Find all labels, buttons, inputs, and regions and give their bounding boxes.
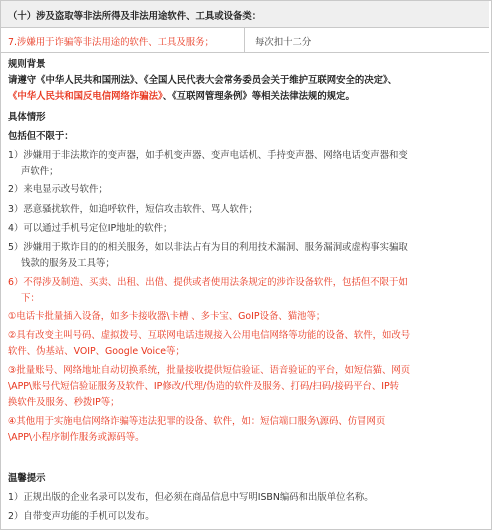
detail-item-1b: 声软件； [21,166,59,177]
rule-name-cell [1,28,245,52]
sub-item-2b: 软件、伪基站、VOIP、Google Voice等； [8,346,185,357]
sub-item-3a: ③批量账号、网络地址自动切换系统，批量接收提供短信验证、语音验证的平台，如短信猫、网页 [8,365,411,376]
tip-2: 2）自带变声功能的手机可以发布。 [8,511,155,522]
background-heading: 规则背景 [8,59,46,70]
detail-item-3: 3）恶意骚扰软件，如追呼软件，短信攻击软件、骂人软件； [8,204,258,215]
sub-item-4b: \APP\小程序制作服务或源码等。 [8,432,145,443]
detail-item-1a: 1）涉嫌用于非法欺诈的变声器，如手机变声器、变声电话机、手持变声器、网络电话变声器和变 [8,150,408,161]
detail-item-2: 2）来电显示改号软件； [8,184,108,195]
sub-item-4a: ④其他用于实施电信网络诈骗等违法犯罪的设备、软件，如：短信端口服务\源码、仿冒网页 [8,416,386,427]
detail-item-6a: 6）不得涉及制造、买卖、出租、出借、提供或者使用法条规定的涉诈设备软件，包括但不限于如 [8,277,408,288]
detail-item-6b: 下： [21,293,40,304]
detail-item-5b: 钱款的服务及工具等； [21,258,115,269]
background-line-1: 请遵守《中华人民共和国刑法》、《全国人民代表大会常务委员会关于维护互联网安全的决定》、 [8,75,398,86]
anti-fraud-law: 《中华人民共和国反电信网络诈骗法》 [8,91,163,102]
tips-heading: 温馨提示 [8,473,46,484]
background-line-2 [8,90,355,103]
rule-row [1,28,489,53]
tip-1: 1）正规出版的企业名录可以发布，但必须在商品信息中写明ISBN编码和出版单位名称。 [8,492,374,503]
section-title: （十）涉及盗取等非法所得及非法用途软件、工具或设备类： [8,11,262,22]
detail-item-5a: 5）涉嫌用于欺诈目的的相关服务，如以非法占有为目的利用技术漏洞、服务漏洞或虚构事实骗取 [8,242,408,253]
details-heading: 具体情形 [8,112,46,123]
detail-item-4: 4）可以通过手机号定位IP地址的软件； [8,223,173,234]
rule-penalty: 每次扣十二分 [255,37,312,48]
sub-item-2a: ②具有改变主叫号码、虚拟拨号、互联网电话违规接入公用电信网络等功能的设备、软件，如改号 [8,330,411,341]
sub-item-1: ①电话卡批量插入设备，如多卡接收器\卡槽 、多卡宝、GoIP设备、猫池等； [8,311,326,322]
details-includes: 包括但不限于： [8,131,74,142]
sub-item-3b: \APP\账号代短信验证服务及软件、IP修改/代理/伪造的软件及服务、打码/扫码/接码平台、IP转 [8,381,400,392]
section-header [1,1,489,28]
background-line-2-rest: 、《互联网管理条例》等相关法律法规的规定。 [162,91,355,102]
rule-name: 7.涉嫌用于诈骗等非法用途的软件、工具及服务； [8,37,214,48]
sub-item-3c: 换软件及服务、秒拨IP等； [8,397,120,408]
